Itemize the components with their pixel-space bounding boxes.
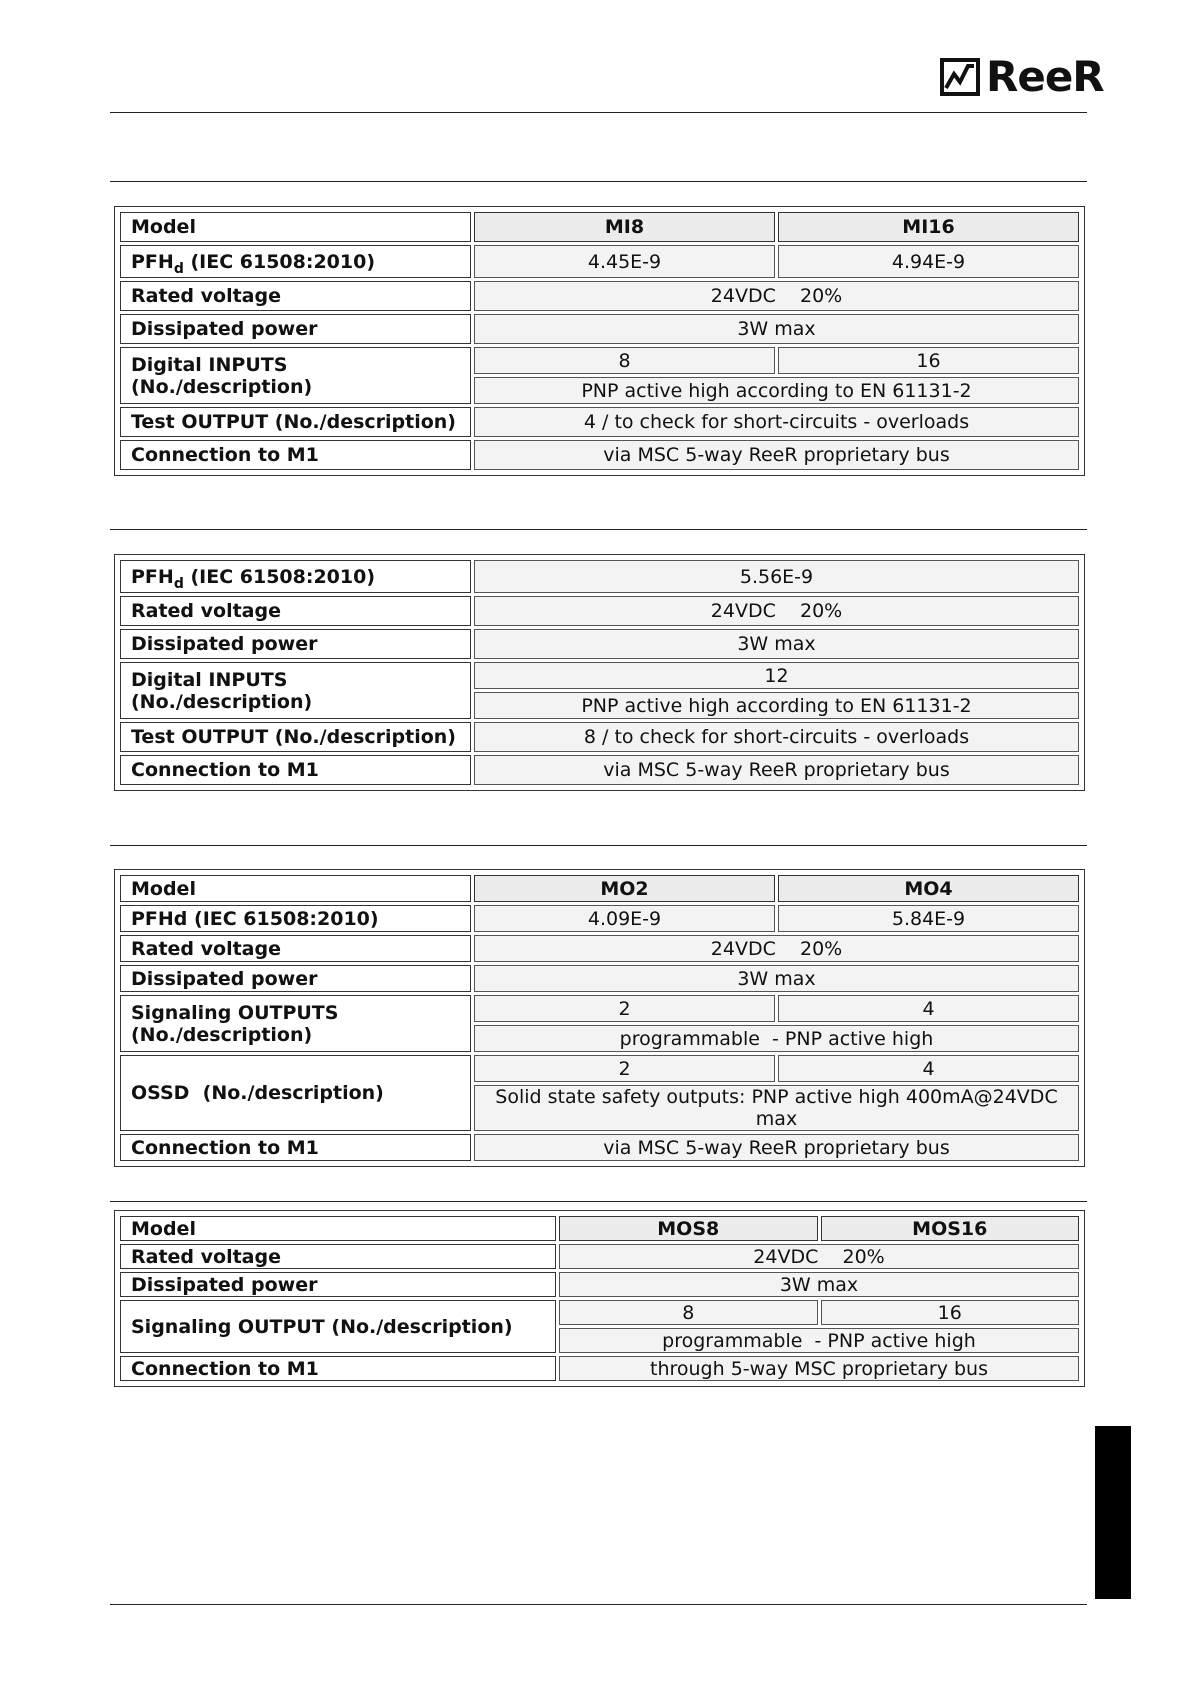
digital-inputs-label: Digital INPUTS (No./description) [120, 347, 471, 404]
model-mi8: MI8 [474, 212, 775, 242]
spec-table-inputs-12 [114, 554, 1085, 791]
model-label: Model [120, 212, 471, 242]
signaling-mo4: 4 [778, 995, 1079, 1022]
model-mos16: MOS16 [821, 1216, 1080, 1241]
dissipated-power-label: Dissipated power [120, 965, 471, 992]
model-label: Model [120, 1216, 556, 1241]
digital-inputs-label: Digital INPUTS (No./description) [120, 662, 471, 719]
section-rule-2 [110, 529, 1087, 530]
spec-table-mo [114, 869, 1085, 1167]
connection-value: through 5-way MSC proprietary bus [559, 1356, 1079, 1381]
signaling-description: programmable - PNP active high [559, 1328, 1079, 1353]
ossd-mo2: 2 [474, 1055, 775, 1082]
pfh-label: PFHd (IEC 61508:2010) [120, 905, 471, 932]
pfh-mi16: 4.94E-9 [778, 245, 1079, 278]
signaling-mos16: 16 [821, 1300, 1080, 1325]
logo-text: ReeR [986, 52, 1104, 101]
dissipated-power-label: Dissipated power [120, 629, 471, 659]
connection-label: Connection to M1 [120, 1356, 556, 1381]
footer-rule [110, 1604, 1087, 1605]
pfh-mo4: 5.84E-9 [778, 905, 1079, 932]
signaling-output-label: Signaling OUTPUT (No./description) [120, 1300, 556, 1353]
section-rule-3 [110, 845, 1087, 846]
reer-logo [940, 52, 1104, 101]
rated-voltage-value: 24VDC 20% [474, 281, 1079, 311]
rated-voltage-label: Rated voltage [120, 935, 471, 962]
section-rule-4 [110, 1201, 1087, 1202]
test-output-value: 8 / to check for short-circuits - overloads [474, 722, 1079, 752]
connection-value: via MSC 5-way ReeR proprietary bus [474, 1134, 1079, 1161]
ossd-label: OSSD (No./description) [120, 1055, 471, 1131]
inputs-mi16: 16 [778, 347, 1079, 374]
dissipated-power-label: Dissipated power [120, 314, 471, 344]
pfh-label: $PFH_d$ (IEC 61508:2010) [120, 245, 471, 278]
dissipated-power-value: 3W max [474, 965, 1079, 992]
inputs-mi8: 8 [474, 347, 775, 374]
dissipated-power-value: 3W max [559, 1272, 1079, 1297]
pfh-mo2: 4.09E-9 [474, 905, 775, 932]
dissipated-power-value: 3W max [474, 314, 1079, 344]
test-output-label: Test OUTPUT (No./description) [120, 407, 471, 437]
ossd-description: Solid state safety outputs: PNP active high 400mA@24VDC max [474, 1085, 1079, 1131]
pfh-mi8: 4.45E-9 [474, 245, 775, 278]
test-output-label: Test OUTPUT (No./description) [120, 722, 471, 752]
rated-voltage-value: 24VDC 20% [474, 596, 1079, 626]
signaling-mos8: 8 [559, 1300, 818, 1325]
spec-table-mi [114, 206, 1085, 476]
model-mo4: MO4 [778, 875, 1079, 902]
signaling-description: programmable - PNP active high [474, 1025, 1079, 1052]
connection-label: Connection to M1 [120, 755, 471, 785]
model-label: Model [120, 875, 471, 902]
connection-value: via MSC 5-way ReeR proprietary bus [474, 440, 1079, 470]
signaling-outputs-label: Signaling OUTPUTS (No./description) [120, 995, 471, 1052]
inputs-count: 12 [474, 662, 1079, 689]
signaling-mo2: 2 [474, 995, 775, 1022]
header-rule [110, 112, 1087, 113]
model-mi16: MI16 [778, 212, 1079, 242]
rated-voltage-label: Rated voltage [120, 281, 471, 311]
model-mos8: MOS8 [559, 1216, 818, 1241]
pfh-value: 5.56E-9 [474, 560, 1079, 593]
inputs-description: PNP active high according to EN 61131-2 [474, 692, 1079, 719]
logo-mark-icon [940, 58, 980, 96]
test-output-value: 4 / to check for short-circuits - overloads [474, 407, 1079, 437]
rated-voltage-label: Rated voltage [120, 596, 471, 626]
connection-value: via MSC 5-way ReeR proprietary bus [474, 755, 1079, 785]
section-rule-1 [110, 181, 1087, 182]
inputs-description: PNP active high according to EN 61131-2 [474, 377, 1079, 404]
dissipated-power-label: Dissipated power [120, 1272, 556, 1297]
connection-label: Connection to M1 [120, 1134, 471, 1161]
spec-table-mos [114, 1210, 1085, 1387]
section-edge-tab [1095, 1426, 1131, 1599]
rated-voltage-value: 24VDC 20% [559, 1244, 1079, 1269]
dissipated-power-value: 3W max [474, 629, 1079, 659]
connection-label: Connection to M1 [120, 440, 471, 470]
pfh-label: $PFH_d$ (IEC 61508:2010) [120, 560, 471, 593]
model-mo2: MO2 [474, 875, 775, 902]
rated-voltage-label: Rated voltage [120, 1244, 556, 1269]
ossd-mo4: 4 [778, 1055, 1079, 1082]
rated-voltage-value: 24VDC 20% [474, 935, 1079, 962]
